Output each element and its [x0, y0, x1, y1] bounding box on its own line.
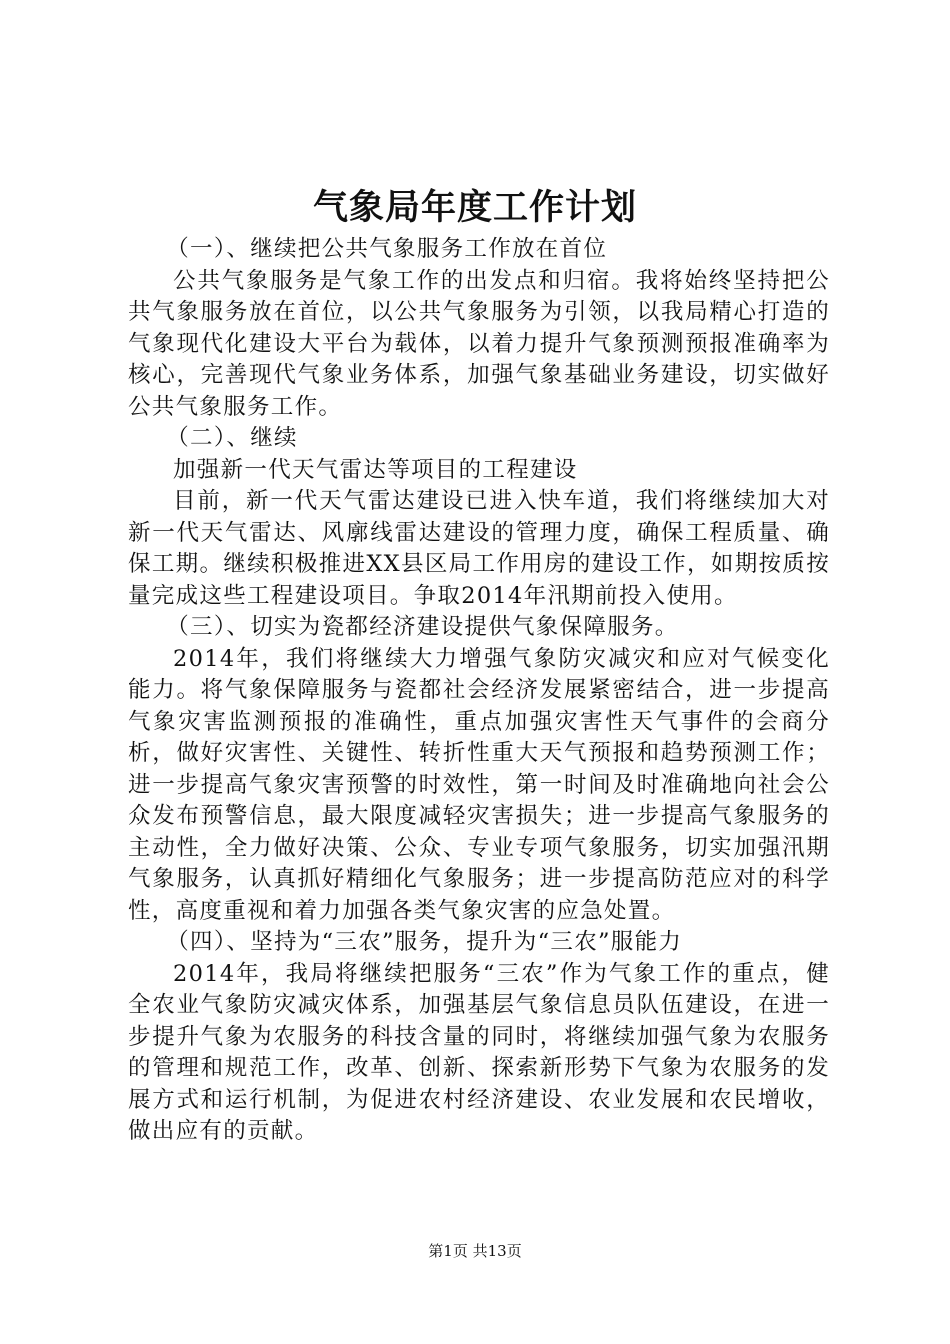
- paragraph-3: 2014年，我们将继续大力增强气象防灾减灾和应对气候变化能力。将气象保障服务与瓷都社会经济发展紧密结合，进一步提高气象灾害监测预报的准确性，重点加强灾害性天气事件的会商分析，做好灾害性、关键性、转折性重大天气预报和趋势预测工作；进一步提高气象灾害预警的时效性，第一时间及时准确地向社会公众发布预警信息，最大限度减轻灾害损失；进一步提高气象服务的主动性，全力做好决策、公众、专业专项气象服务，切实加强汛期气象服务，认真抓好精细化气象服务；进一步提高防范应对的科学性，高度重视和着力加强各类气象灾害的应急处置。: [128, 645, 830, 924]
- section-heading-4: （四）、坚持为“三农”服务，提升为“三农”服能力: [166, 929, 683, 955]
- section-heading-2: （二）、继续: [166, 425, 298, 451]
- paragraph-4: 2014年，我局将继续把服务“三农”作为气象工作的重点，健全农业气象防灾减灾体系，加强基层气象信息员队伍建设，在进一步提升气象为农服务的科技含量的同时，将继续加强气象为农服务的管理和规范工作，改革、创新、探索新形势下气象为农服务的发展方式和运行机制，为促进农村经济建设、农业发展和农民增收，做出应有的贡献。: [128, 960, 830, 1144]
- document-title: 气象局年度工作计划: [312, 187, 637, 228]
- section-heading-1: （一）、继续把公共气象服务工作放在首位: [166, 236, 608, 262]
- document-body: [128, 234, 830, 1148]
- page-footer: 第1页 共13页: [428, 1242, 522, 1260]
- section-heading-3: （三）、切实为瓷都经济建设提供气象保障服务。: [166, 614, 679, 640]
- paragraph-2b: 目前，新一代天气雷达建设已进入快车道，我们将继续加大对新一代天气雷达、风廓线雷达建设的管理力度，确保工程质量、确保工期。继续积极推进XX县区局工作用房的建设工作，如期按质按量完成这些工程建设项目。争取2014年汛期前投入使用。: [128, 488, 830, 609]
- paragraph-1: 公共气象服务是气象工作的出发点和归宿。我将始终坚持把公共气象服务放在首位，以公共气象服务为引领，以我局精心打造的气象现代化建设大平台为载体，以着力提升气象预测预报准确率为核心，完善现代气象业务体系，加强气象基础业务建设，切实做好公共气象服务工作。: [128, 267, 830, 420]
- paragraph-2a: 加强新一代天气雷达等项目的工程建设: [173, 456, 578, 483]
